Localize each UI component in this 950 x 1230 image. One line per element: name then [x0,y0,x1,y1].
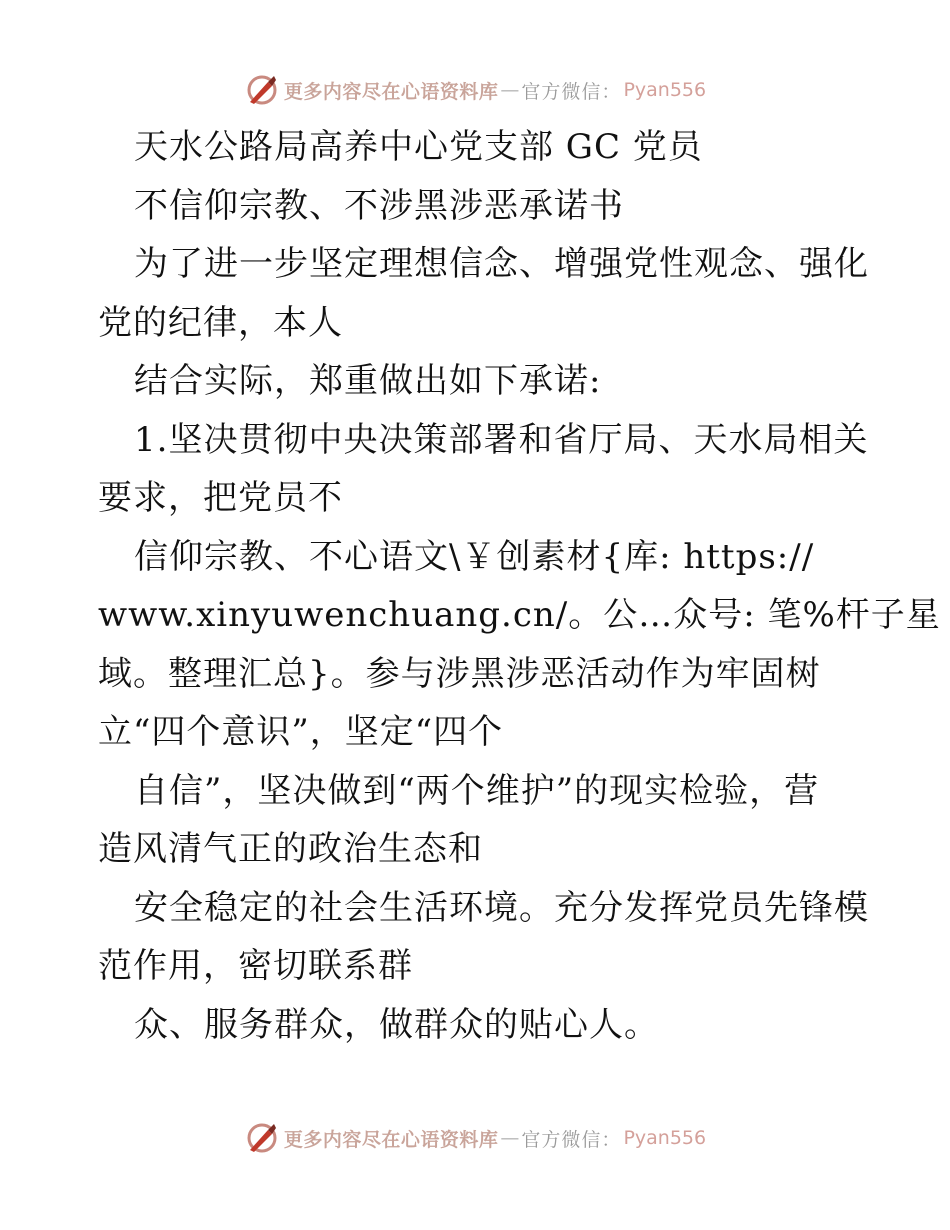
footer-watermark [0,1118,950,1158]
watermark-wechat-label: 官方微信： [521,1128,622,1151]
document-body [98,118,941,1054]
watermark-wechat-id: Pyan556 [623,1127,707,1149]
text-line: 不信仰宗教、不涉黑涉恶承诺书 [134,185,624,226]
pen-logo-icon [244,72,280,108]
text-line: 造风清气正的政治生态和 [98,829,483,869]
text-line: 天水公路局高养中心党支部 GC 党员 [134,127,703,167]
text-line: 为了进一步坚定理想信念、增强党性观念、强化 [134,244,869,284]
text-line: 1.坚决贯彻中央决策部署和省厅局、天水局相关 [134,419,869,460]
watermark-wechat-id: Pyan556 [623,79,707,101]
text-line: 要求，把党员不 [98,478,343,518]
text-line: www.xinyuwenchuang.cn/。公…众号: 笔%杆子星 [98,595,941,635]
watermark-separator: — [500,1127,520,1149]
text-line: 安全稳定的社会生活环境。充分发挥党员先锋模 [134,887,869,928]
watermark-separator: — [500,79,520,101]
text-line: 众、服务群众，做群众的贴心人。 [134,1004,659,1045]
header-watermark [0,70,950,110]
watermark-wechat-label: 官方微信： [521,80,622,103]
text-line: 党的纪律，本人 [98,302,343,343]
watermark-main-text: 更多内容尽在心语资料库 [283,80,499,103]
pen-logo-icon [244,1120,280,1156]
text-line: 立“四个意识”，坚定“四个 [98,712,504,752]
text-line: 自信”，坚决做到“两个维护”的现实检验，营 [134,770,820,811]
text-line: 域。整理汇总}。参与涉黑涉恶活动作为牢固树 [98,653,821,694]
watermark-main-text: 更多内容尽在心语资料库 [283,1128,499,1151]
text-line: 信仰宗教、不心语文\￥创素材{库: https:// [134,536,815,577]
text-line: 范作用，密切联系群 [98,946,413,986]
text-line: 结合实际，郑重做出如下承诺: [134,361,602,401]
